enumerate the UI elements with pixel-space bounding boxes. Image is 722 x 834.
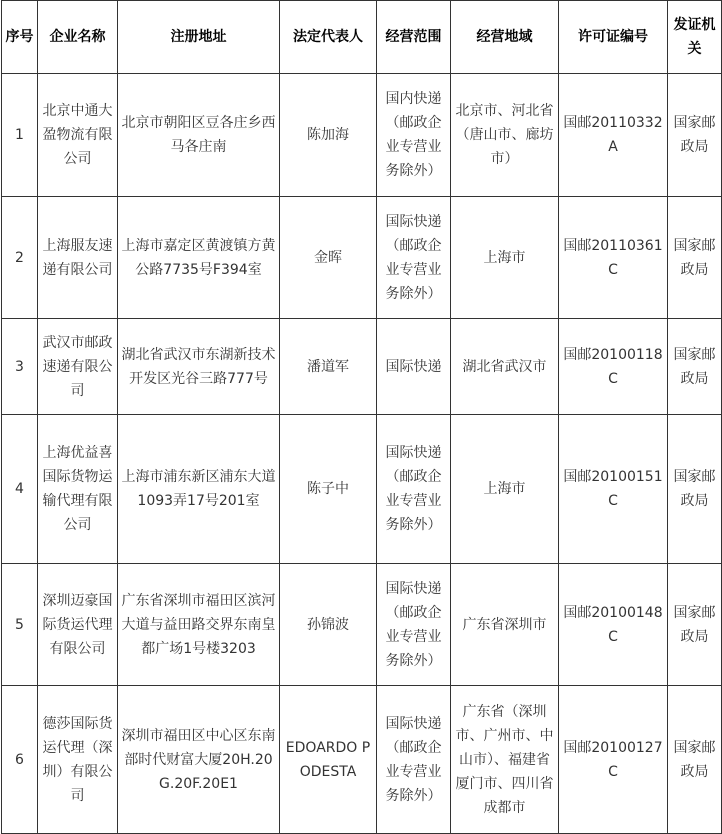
header-region: 经营地域 [451, 1, 559, 74]
cell-no: 5 [2, 564, 38, 686]
cell-representative: 潘道军 [280, 319, 377, 415]
cell-region: 广东省深圳市 [451, 564, 559, 686]
cell-no: 3 [2, 319, 38, 415]
cell-license: 国邮20100151C [559, 415, 668, 564]
cell-region: 湖北省武汉市 [451, 319, 559, 415]
cell-authority: 国家邮政局 [668, 415, 722, 564]
cell-company: 上海服友速递有限公司 [38, 197, 118, 319]
cell-authority: 国家邮政局 [668, 74, 722, 197]
cell-scope: 国际快递 [377, 319, 451, 415]
cell-scope: 国际快递（邮政企业专营业务除外） [377, 415, 451, 564]
header-authority: 发证机关 [668, 1, 722, 74]
permit-table [1, 0, 722, 834]
cell-license: 国邮20110361C [559, 197, 668, 319]
table-header-row [2, 1, 722, 74]
cell-license: 国邮20110332A [559, 74, 668, 197]
header-license: 许可证编号 [559, 1, 668, 74]
table-row [2, 319, 722, 415]
cell-no: 4 [2, 415, 38, 564]
cell-company: 上海优益喜国际货物运输代理有限公司 [38, 415, 118, 564]
cell-authority: 国家邮政局 [668, 686, 722, 834]
cell-authority: 国家邮政局 [668, 564, 722, 686]
cell-representative: EDOARDO PODESTA [280, 686, 377, 834]
cell-region: 广东省（深圳市、广州市、中山市）、福建省厦门市、四川省成都市 [451, 686, 559, 834]
table-row [2, 686, 722, 834]
header-representative: 法定代表人 [280, 1, 377, 74]
cell-company: 德莎国际货运代理（深圳）有限公司 [38, 686, 118, 834]
cell-address: 深圳市福田区中心区东南部时代财富大厦20H.20G.20F.20E1 [118, 686, 280, 834]
cell-scope: 国内快递（邮政企业专营业务除外） [377, 74, 451, 197]
cell-license: 国邮20100118C [559, 319, 668, 415]
cell-scope: 国际快递（邮政企业专营业务除外） [377, 686, 451, 834]
cell-authority: 国家邮政局 [668, 319, 722, 415]
table-row [2, 564, 722, 686]
cell-representative: 陈加海 [280, 74, 377, 197]
cell-company: 武汉市邮政速递有限公司 [38, 319, 118, 415]
cell-scope: 国际快递（邮政企业专营业务除外） [377, 197, 451, 319]
cell-representative: 陈子中 [280, 415, 377, 564]
header-company: 企业名称 [38, 1, 118, 74]
header-address: 注册地址 [118, 1, 280, 74]
header-no: 序号 [2, 1, 38, 74]
table-row [2, 74, 722, 197]
cell-address: 北京市朝阳区豆各庄乡西马各庄南 [118, 74, 280, 197]
table-row [2, 415, 722, 564]
cell-license: 国邮20100148C [559, 564, 668, 686]
cell-address: 上海市浦东新区浦东大道1093弄17号201室 [118, 415, 280, 564]
table-row [2, 197, 722, 319]
cell-representative: 金晖 [280, 197, 377, 319]
cell-address: 湖北省武汉市东湖新技术开发区光谷三路777号 [118, 319, 280, 415]
cell-region: 北京市、河北省（唐山市、廊坊市） [451, 74, 559, 197]
cell-company: 深圳迈豪国际货运代理有限公司 [38, 564, 118, 686]
cell-region: 上海市 [451, 415, 559, 564]
cell-no: 6 [2, 686, 38, 834]
cell-no: 2 [2, 197, 38, 319]
cell-address: 广东省深圳市福田区滨河大道与益田路交界东南皇都广场1号楼3203 [118, 564, 280, 686]
header-scope: 经营范围 [377, 1, 451, 74]
cell-address: 上海市嘉定区黄渡镇方黄公路7735号F394室 [118, 197, 280, 319]
cell-representative: 孙锦波 [280, 564, 377, 686]
cell-authority: 国家邮政局 [668, 197, 722, 319]
cell-license: 国邮20100127C [559, 686, 668, 834]
cell-company: 北京中通大盈物流有限公司 [38, 74, 118, 197]
cell-region: 上海市 [451, 197, 559, 319]
cell-scope: 国际快递（邮政企业专营业务除外） [377, 564, 451, 686]
cell-no: 1 [2, 74, 38, 197]
